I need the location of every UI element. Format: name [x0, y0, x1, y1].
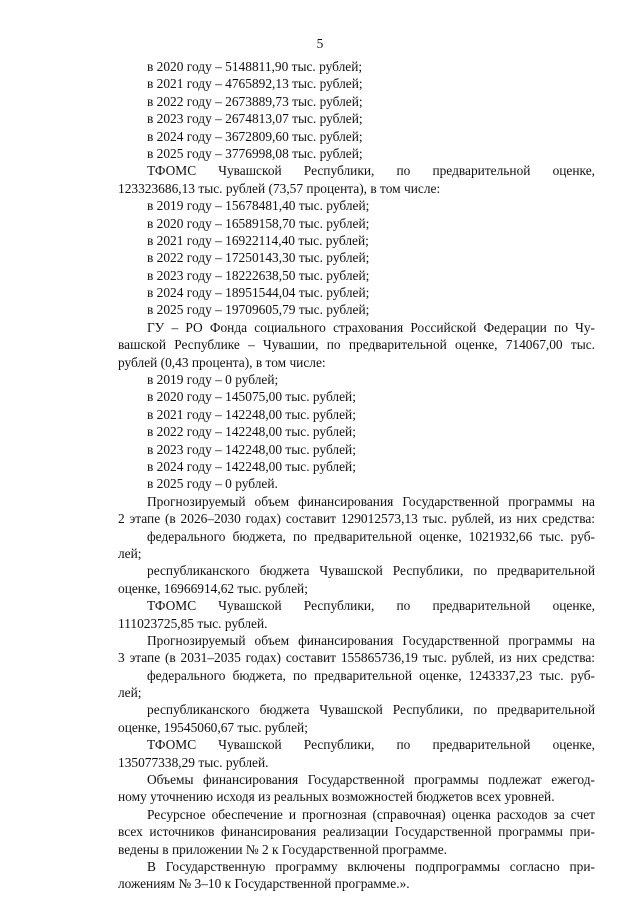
text-line: в 2020 году – 145075,00 тыс. рублей;: [147, 389, 356, 405]
text-line: Ресурсное обеспечение и прогнозная (справочная) оценка расходов за счет: [147, 806, 595, 822]
text-line: республиканского бюджета Чувашской Республики, по предварительной: [147, 702, 595, 718]
text-line: в 2019 году – 0 рублей;: [147, 372, 279, 388]
text-line: ТФОМС Чувашской Республики, по предварительной оценке,: [147, 598, 595, 614]
text-line: в 2019 году – 15678481,40 тыс. рублей;: [147, 198, 370, 214]
text-line: Прогнозируемый объем финансирования Государственной программы на: [147, 493, 595, 509]
text-line: в 2025 году – 3776998,08 тыс. рублей;: [147, 145, 363, 161]
text-line: в 2021 году – 142248,00 тыс. рублей;: [147, 406, 356, 422]
text-line: в 2025 году – 19709605,79 тыс. рублей;: [147, 302, 370, 318]
text-line: ному уточнению исходя из реальных возможностей бюджетов всех уровней.: [118, 789, 555, 805]
text-line: 111023725,85 тыс. рублей.: [118, 615, 268, 631]
text-line: в 2023 году – 142248,00 тыс. рублей;: [147, 441, 356, 457]
text-line: лей;: [118, 545, 142, 561]
text-line: Объемы финансирования Государственной программы подлежат ежегод-: [147, 772, 595, 788]
text-line: лей;: [118, 685, 142, 701]
text-line: в 2022 году – 142248,00 тыс. рублей;: [147, 424, 356, 440]
text-line: в 2020 году – 5148811,90 тыс. рублей;: [147, 59, 363, 74]
text-line: в 2023 году – 18222638,50 тыс. рублей;: [147, 267, 370, 283]
text-line: в 2024 году – 142248,00 тыс. рублей;: [147, 458, 356, 474]
text-line: оценке, 16966914,62 тыс. рублей;: [118, 580, 308, 596]
text-line: федерального бюджета, по предварительной оценке, 1243337,23 тыс. руб-: [147, 667, 595, 683]
text-line: оценке, 19545060,67 тыс. рублей;: [118, 719, 308, 735]
text-line: рублей (0,43 процента), в том числе:: [118, 354, 326, 370]
text-line: ведены в приложении № 2 к Государственной программе.: [118, 841, 448, 857]
text-line: в 2023 году – 2674813,07 тыс. рублей;: [147, 111, 363, 127]
text-line: в 2022 году – 17250143,30 тыс. рублей;: [147, 250, 370, 266]
text-line: ТФОМС Чувашской Республики, по предварительной оценке,: [147, 737, 595, 753]
document-body: [118, 58, 595, 893]
text-line: республиканского бюджета Чувашской Республики, по предварительной: [147, 563, 595, 579]
text-line: в 2025 году – 0 рублей.: [147, 476, 278, 492]
text-line: 135077338,29 тыс. рублей.: [118, 754, 269, 770]
text-line: в 2024 году – 18951544,04 тыс. рублей;: [147, 285, 370, 301]
text-line: в 2021 году – 4765892,13 тыс. рублей;: [147, 76, 363, 92]
text-line: ложениям № 3–10 к Государственной программе.».: [118, 876, 410, 892]
text-line: 3 этапе (в 2031–2035 годах) составит 155865736,19 тыс. рублей, из них средства:: [118, 650, 595, 666]
text-line: в 2021 году – 16922114,40 тыс. рублей;: [147, 232, 369, 248]
text-line: ТФОМС Чувашской Республики, по предварительной оценке,: [147, 163, 595, 179]
text-line: в 2020 году – 16589158,70 тыс. рублей;: [147, 215, 370, 231]
text-line: Прогнозируемый объем финансирования Государственной программы на: [147, 632, 595, 648]
text-line: федерального бюджета, по предварительной оценке, 1021932,66 тыс. руб-: [147, 528, 595, 544]
text-line: вашской Республике – Чувашии, по предварительной оценке, 714067,00 тыс.: [118, 337, 595, 353]
text-line: в 2022 году – 2673889,73 тыс. рублей;: [147, 93, 363, 109]
page-number: 5: [316, 36, 324, 51]
text-line: всех источников финансирования реализации Государственной программы при-: [118, 824, 595, 840]
text-line: В Государственную программу включены подпрограммы согласно при-: [147, 858, 595, 874]
text-line: 123323686,13 тыс. рублей (73,57 процента), в том числе:: [118, 180, 441, 196]
text-line: в 2024 году – 3672809,60 тыс. рублей;: [147, 128, 363, 144]
text-line: 2 этапе (в 2026–2030 годах) составит 129012573,13 тыс. рублей, из них средства:: [118, 511, 595, 527]
text-line: ГУ – РО Фонда социального страхования Российской Федерации по Чу-: [147, 319, 595, 335]
